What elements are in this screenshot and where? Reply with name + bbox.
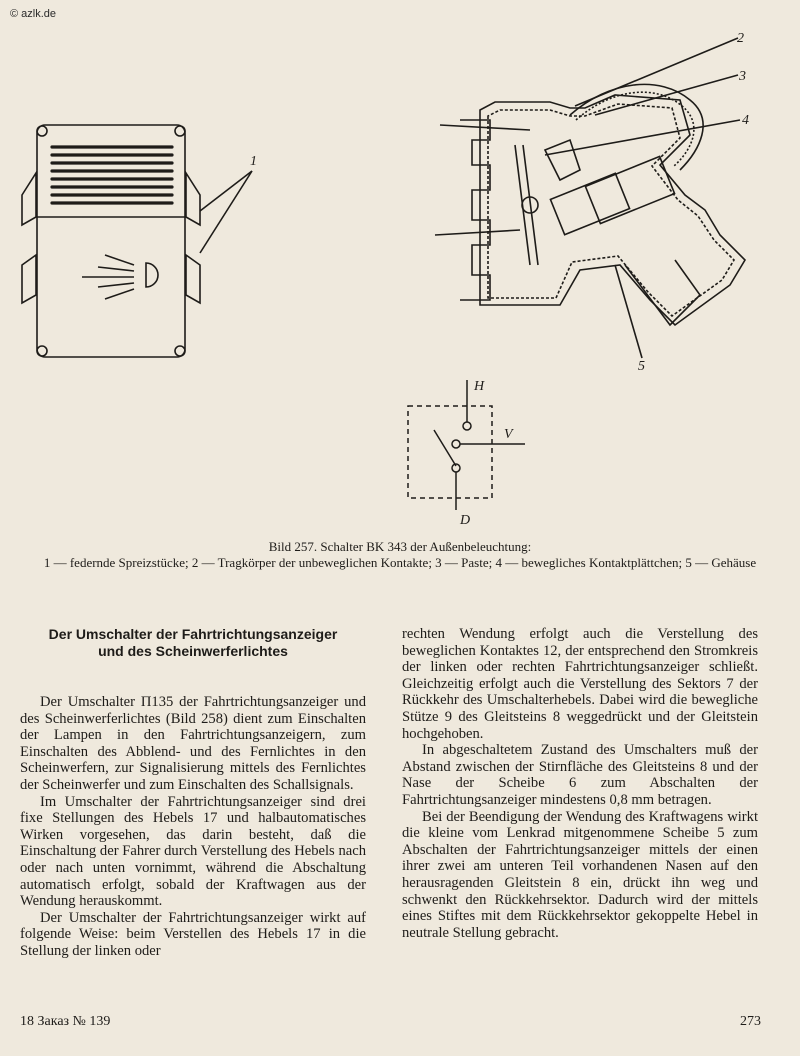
paragraph: Im Umschalter der Fahrtrichtungsanzeiger sind drei fixe Stellungen des Hebels 17 und halbautomatisches Wirken vorgesehen, das darin besteht, daß die Einschaltung der Fahrer durch Verstellung des Hebels nach oder nach unten vornimmt, während die Abschaltung automatisch erfolgt, sobald der Kraftwagen aus der Wendung herauskommt. — [20, 793, 366, 910]
label-5: 5 — [638, 359, 645, 374]
label-3: 3 — [739, 69, 746, 84]
paragraph: rechten Wendung erfolgt auch die Verstellung des beweglichen Kontaktes 12, der entsprechend den Stromkreis der linken oder rechten Fahrtrichtungsanzeiger schließt. Gleichzeitig erfolgt auch die Verstellung des Sektors 7 der Rückkehr des Umschalterhebels. Dabei wird die bewegliche Stütze 9 des Gleitsteins 8 weggedrückt und der Gleitstein hochgehoben. — [402, 626, 758, 742]
caption-legend: 1 — federnde Spreizstücke; 2 — Tragkörper der unbeweglichen Kontakte; 3 — Paste; 4 — bewegliches Kontaktplättchen; 5 — Gehäuse — [43, 555, 757, 570]
label-2: 2 — [737, 31, 744, 46]
section-heading: Der Umschalter der Fahrtrichtungsanzeiger und des Scheinwerferlichtes — [48, 626, 338, 659]
left-column — [20, 626, 366, 960]
right-column — [402, 626, 758, 941]
figure-caption — [20, 539, 780, 571]
switch-front-view-figure — [10, 115, 260, 365]
paragraph: Bei der Beendigung der Wendung des Kraftwagens wirkt die kleine vom Lenkrad mitgenommene Scheibe 5 zum Abschalten der Fahrtrichtungsanzeiger mittels der einen ihrer zwei am unteren Teil vorhandenen Nasen auf den herausragenden Gleitstein 8 ein, drückt ihn weg und schwenkt den Rückkehrsektor. Dadurch wird der mittels eines Stiftes mit dem Rückkehrsektor gekoppelte Hebel in neutrale Stellung gebracht. — [402, 808, 758, 941]
caption-title: Bild 257. Schalter BK 343 der Außenbeleuchtung: — [268, 539, 532, 554]
switch-cross-section-figure — [420, 20, 780, 380]
circuit-label-d: D — [460, 513, 471, 528]
paragraph: Der Umschalter П135 der Fahrtrichtungsanzeiger und des Scheinwerferlichtes (Bild 258) dient zum Einschalten der Lampen in den Fahrtrichtungsanzeigern, zum Einschalten des Abblend- und des Fernlichtes in den Scheinwerfern, zur Signalisierung mittels des Fernlichtes der Scheinwerfer und zum Einschalten des Schallsignals. — [20, 694, 366, 793]
paragraph: In abgeschaltetem Zustand des Umschalters muß der Abstand zwischen der Stirnfläche des Gleitsteins 8 und der Nase der Scheibe 6 zum Abschalten der Fahrtrichtungsanzeiger mindestens 0,8 mm betragen. — [402, 742, 758, 808]
label-1: 1 — [250, 154, 257, 169]
page-number: 273 — [740, 1014, 761, 1029]
circuit-label-v: V — [504, 427, 513, 442]
footer-left: 18 Заказ № 139 — [20, 1014, 111, 1029]
paragraph: Der Umschalter der Fahrtrichtungsanzeiger wirkt auf folgende Weise: beim Verstellen des Hebels 17 in die Stellung der linken oder — [20, 909, 366, 959]
label-4: 4 — [742, 113, 749, 128]
circuit-label-h: H — [474, 379, 485, 394]
watermark: © azlk.de — [10, 8, 57, 20]
circuit-schematic-figure — [400, 372, 540, 532]
